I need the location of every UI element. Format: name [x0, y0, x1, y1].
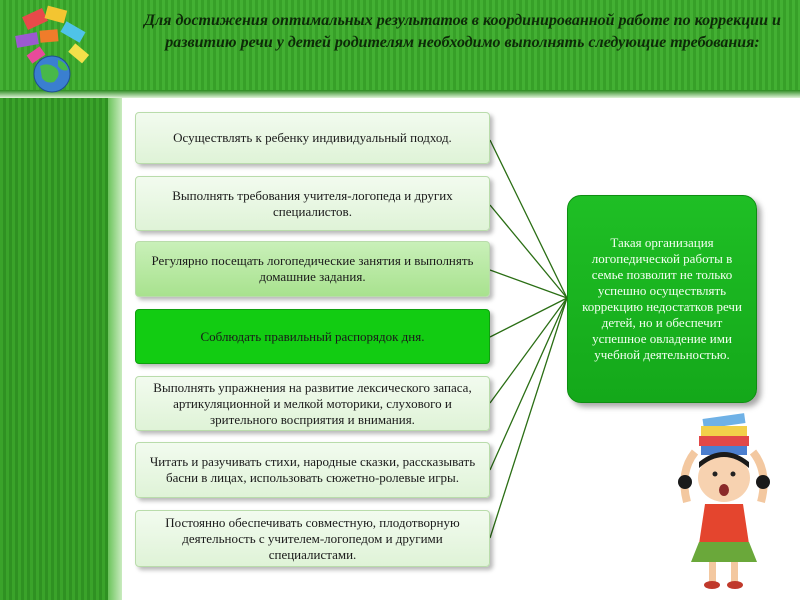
requirement-box-2: Выполнять требования учителя-логопеда и других специалистов. — [135, 176, 490, 231]
result-box: Такая организация логопедической работы в семье позволит не только успешно осуществлять коррекцию недостатков речи детей, но и обеспечит успешное овладение ими учебной деятельностью. — [567, 195, 757, 403]
requirement-box-1: Осуществлять к ребенку индивидуальный подход. — [135, 112, 490, 164]
requirement-box-3: Регулярно посещать логопедические занятия и выполнять домашние задания. — [135, 241, 490, 297]
requirement-box-6: Читать и разучивать стихи, народные сказки, рассказывать басни в лицах, использовать сюжетно-ролевые игры. — [135, 442, 490, 498]
girl-with-books-icon — [665, 412, 785, 592]
requirement-box-7: Постоянно обеспечивать совместную, плодотворную деятельность с учителем-логопедом и другими специалистами. — [135, 510, 490, 567]
requirement-box-5: Выполнять упражнения на развитие лексического запаса, артикуляционной и мелкой моторики, слухового и зрительного восприятия и внимания. — [135, 376, 490, 431]
requirement-box-4: Соблюдать правильный распорядок дня. — [135, 309, 490, 364]
page-title: Для достижения оптимальных результатов в координированной работе по коррекции и развитию речи у детей родителям необходимо выполнять следующие требования: — [144, 12, 781, 51]
